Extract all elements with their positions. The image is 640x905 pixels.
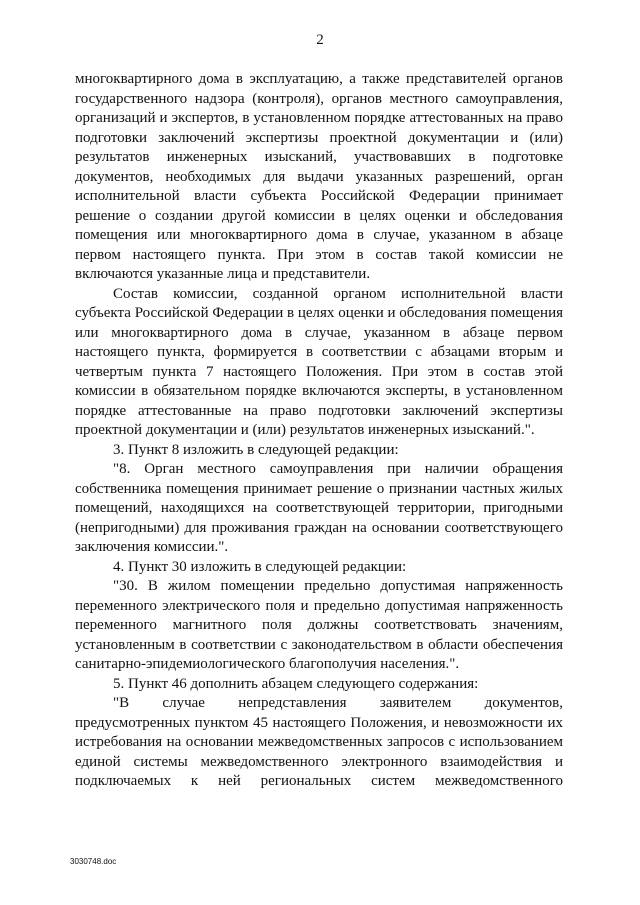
page-number: 2: [316, 32, 324, 48]
document-body: [75, 70, 563, 792]
paragraph-1: многоквартирного дома в эксплуатацию, а также представителей органов государственного надзора (контроля), органов местного самоуправления, организаций и экспертов, в установленном порядке аттестованных на право подготовки заключений экспертизы проектной документации и (или) результатов инженерных изысканий, участвовавших в подготовке документов, необходимых для выдачи указанных разрешений, орган исполнительной власти субъекта Российской Федерации принимает решение о создании другой комиссии в целях оценки и обследования помещения или многоквартирного дома в случае, указанном в абзаце первом настоящего пункта. При этом в состав такой комиссии не включаются указанные лица и представители.: [75, 71, 563, 282]
paragraph-8: "В случае непредставления заявителем документов, предусмотренных пунктом 45 настоящего Положения, и невозможности их истребования на основании межведомственных запросов с использованием единой системы межведомственного электронного взаимодействия и подключаемых к ней региональных систем межведомственного: [75, 695, 563, 789]
paragraph-4: "8. Орган местного самоуправления при наличии обращения собственника помещения принимает решение о признании частных жилых помещений, находящихся на соответствующей территории, пригодными (непригодными) для проживания граждан на основании соответствующего заключения комиссии.".: [75, 461, 563, 555]
paragraph-2: Состав комиссии, созданной органом исполнительной власти субъекта Российской Федерации в целях оценки и обследования помещения или многоквартирного дома в случае, указанном в абзаце первом настоящего пункта, формируется в соответствии с абзацами вторым и четвертым пункта 7 настоящего Положения. При этом в состав этой комиссии в обязательном порядке включаются эксперты, в установленном порядке аттестованные на право подготовки заключений экспертизы проектной документации и (или) результатов инженерных изысканий.".: [75, 285, 563, 438]
paragraph-3: 3. Пункт 8 изложить в следующей редакции:: [113, 441, 399, 458]
paragraph-7: 5. Пункт 46 дополнить абзацем следующего содержания:: [113, 675, 479, 692]
paragraph-6: "30. В жилом помещении предельно допустимая напряженность переменного электрического поля и предельно допустимая напряженность переменного магнитного поля должны соответствовать значениям, установленным в соответствии с законодательством в области обеспечения санитарно-эпидемиологического благополучия населения.".: [75, 578, 563, 672]
paragraph-5: 4. Пункт 30 изложить в следующей редакции:: [113, 558, 407, 575]
file-name-footer: 3030748.doc: [70, 857, 117, 866]
